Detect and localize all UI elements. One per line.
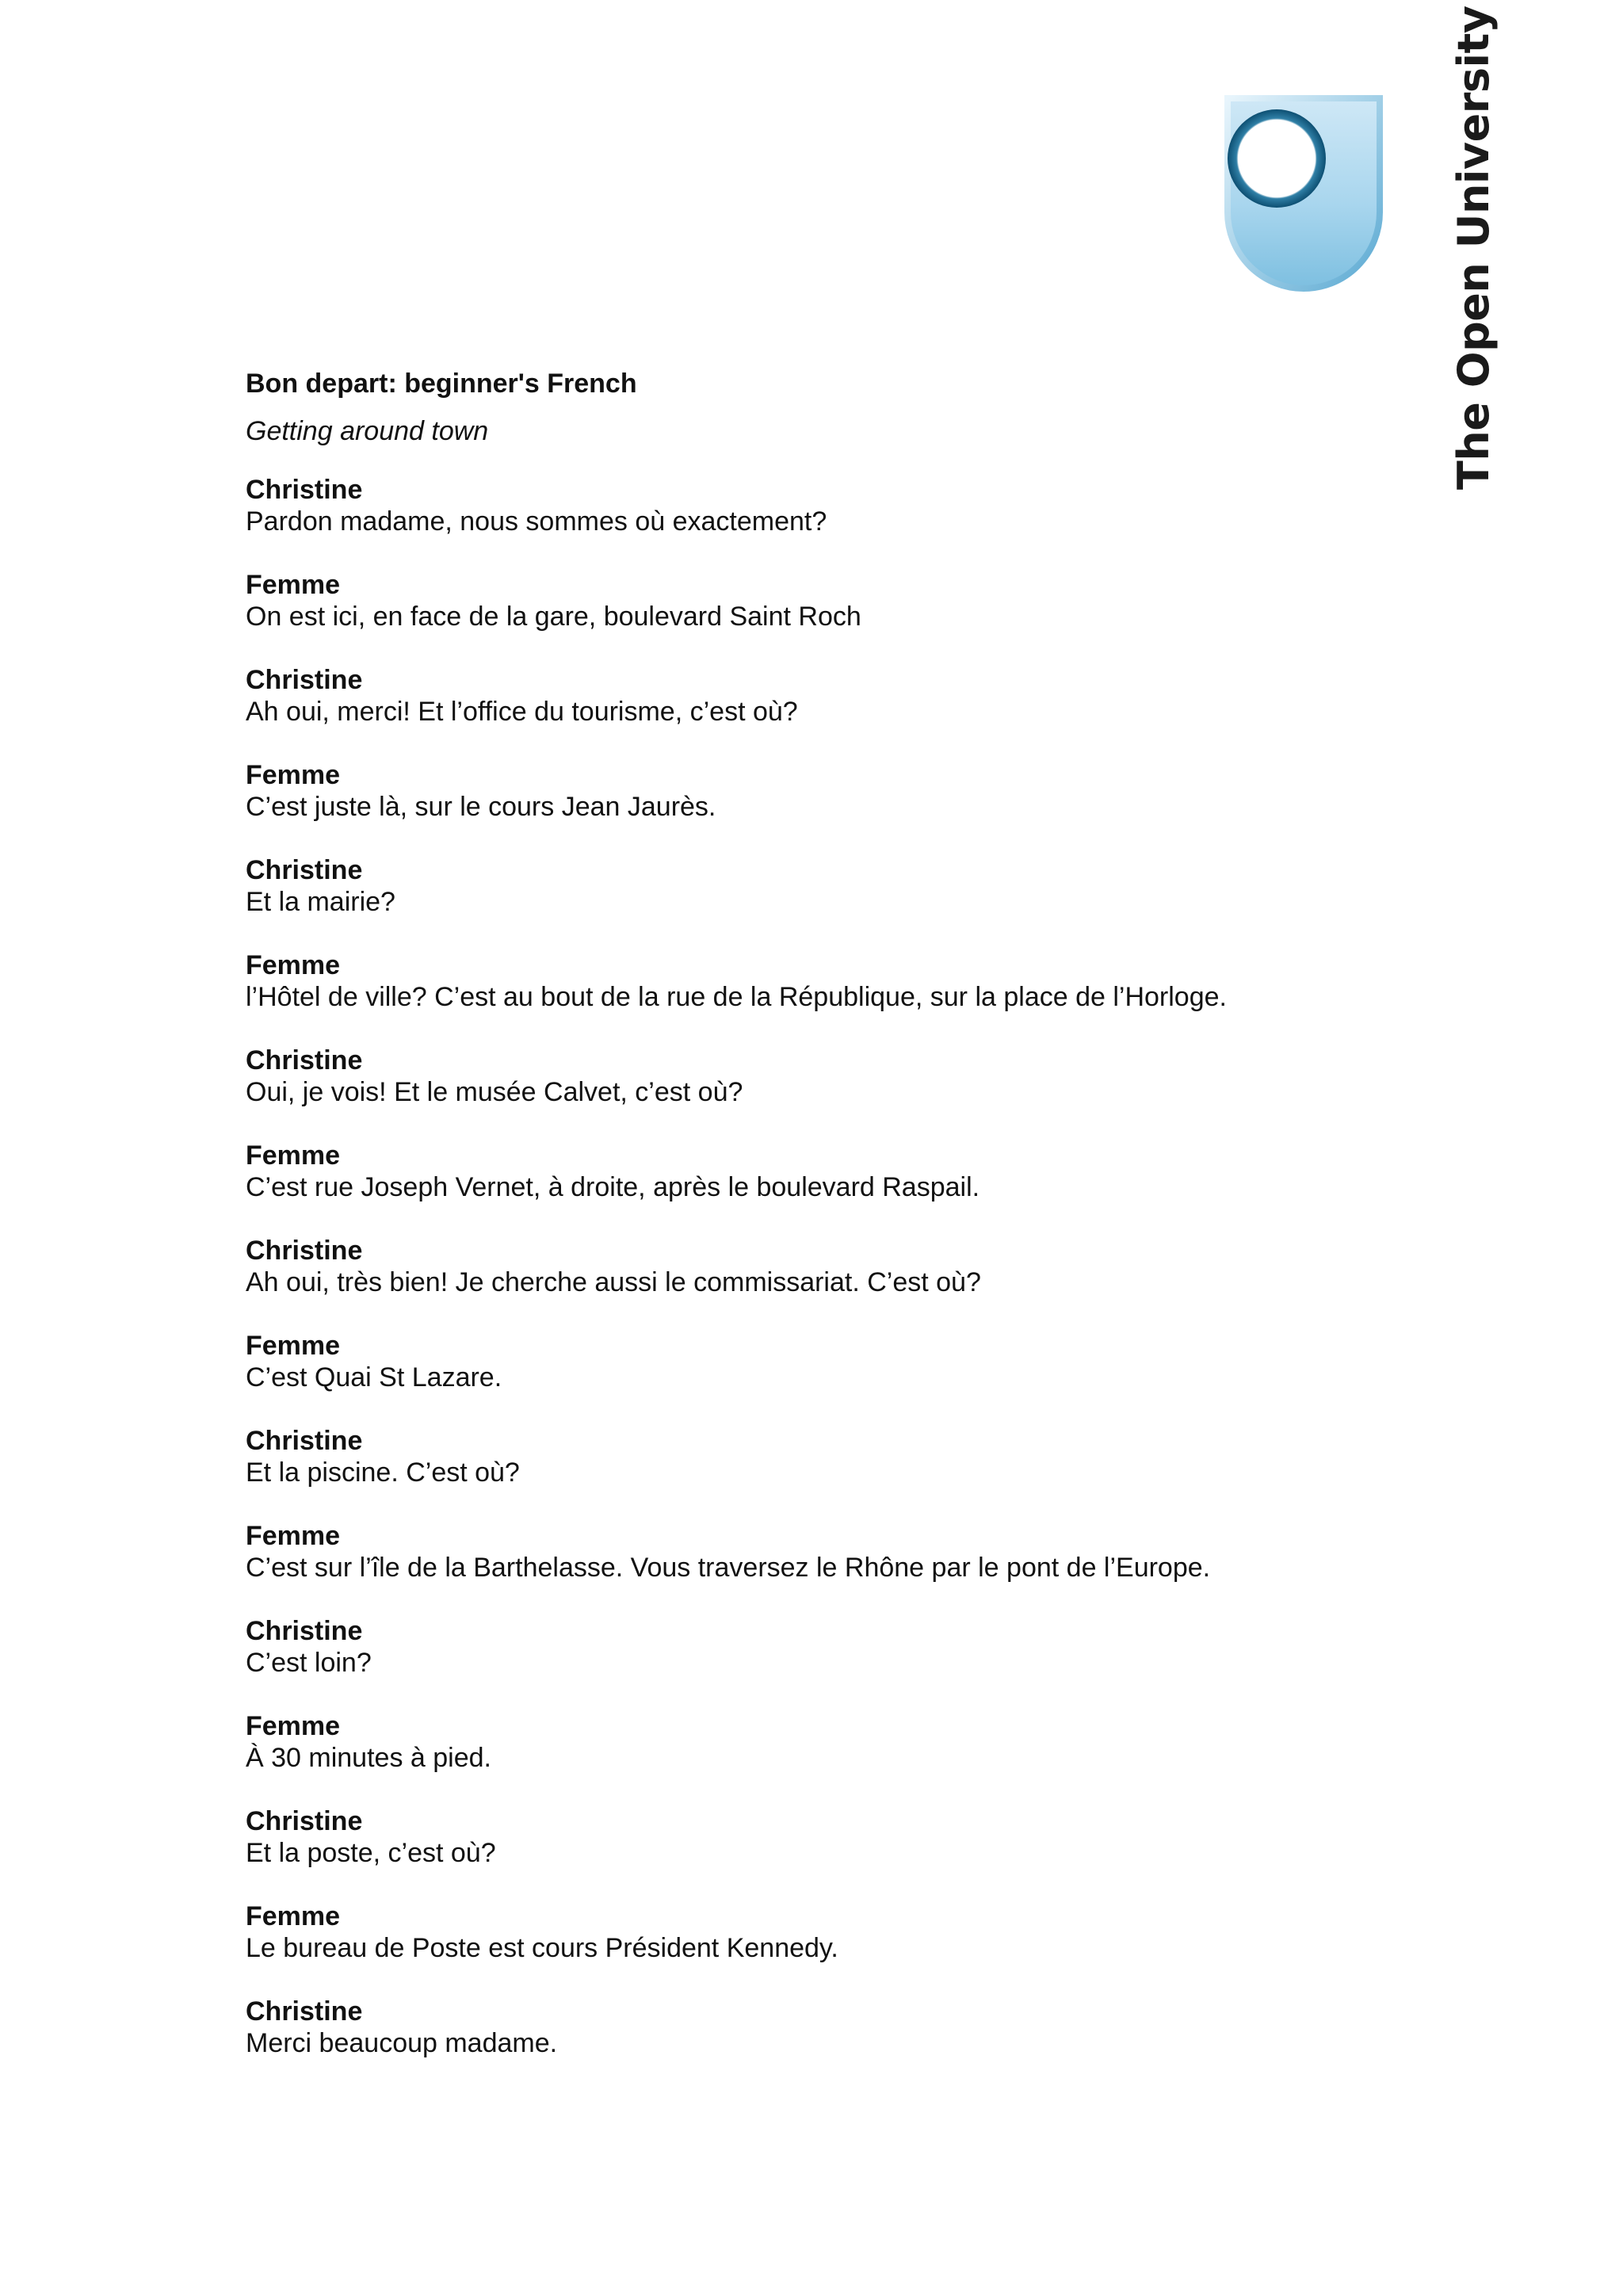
speaker-name: Femme — [246, 1901, 341, 1931]
speaker-name: Christine — [246, 1236, 363, 1266]
dialogue-turn — [246, 474, 1419, 537]
university-wordmark — [1449, 6, 1499, 490]
document-title: Bon depart: beginner's French — [246, 369, 637, 399]
dialogue-turn — [246, 854, 1419, 918]
dialogue-line: Le bureau de Poste est cours Président Kennedy. — [246, 1933, 838, 1963]
dialogue-line: Oui, je vois! Et le musée Calvet, c’est où? — [246, 1077, 743, 1107]
dialogue-turn — [246, 1710, 1419, 1774]
open-university-shield-icon — [1216, 94, 1391, 300]
speaker-name: Christine — [246, 1616, 363, 1646]
speaker-name: Femme — [246, 1521, 341, 1551]
dialogue-turn — [246, 1425, 1419, 1488]
dialogue-line: Et la poste, c’est où? — [246, 1838, 496, 1868]
speaker-name: Christine — [246, 855, 363, 885]
speaker-name: Christine — [246, 665, 363, 695]
dialogue-turn — [246, 1996, 1419, 2059]
dialogue-turn — [246, 1140, 1419, 1203]
transcript — [246, 365, 1419, 2091]
dialogue-line: On est ici, en face de la gare, boulevard Saint Roch — [246, 602, 861, 632]
speaker-name: Femme — [246, 570, 341, 600]
speaker-name: Christine — [246, 1426, 363, 1456]
dialogue-line: l’Hôtel de ville? C’est au bout de la rue de la République, sur la place de l’Horloge. — [246, 982, 1227, 1012]
dialogue-turn — [246, 759, 1419, 823]
dialogue-line: Et la mairie? — [246, 887, 395, 917]
dialogue-turn — [246, 1045, 1419, 1108]
dialogue-line: C’est juste là, sur le cours Jean Jaurès. — [246, 792, 716, 822]
speaker-name: Femme — [246, 760, 341, 790]
dialogue — [246, 474, 1419, 2059]
speaker-name: Christine — [246, 475, 363, 505]
dialogue-line: À 30 minutes à pied. — [246, 1743, 491, 1773]
speaker-name: Christine — [246, 1806, 363, 1836]
speaker-name: Femme — [246, 1140, 341, 1171]
dialogue-line: C’est Quai St Lazare. — [246, 1362, 502, 1392]
speaker-name: Christine — [246, 1996, 363, 2027]
dialogue-turn — [246, 1901, 1419, 1964]
dialogue-turn — [246, 1615, 1419, 1679]
speaker-name: Femme — [246, 950, 341, 980]
dialogue-line: C’est rue Joseph Vernet, à droite, après le boulevard Raspail. — [246, 1172, 980, 1202]
dialogue-line: C’est sur l’île de la Barthelasse. Vous traversez le Rhône par le pont de l’Europe. — [246, 1553, 1211, 1583]
dialogue-line: Ah oui, merci! Et l’office du tourisme, c’est où? — [246, 697, 798, 727]
speaker-name: Christine — [246, 1045, 363, 1075]
wordmark-text: The Open University — [1449, 6, 1499, 490]
dialogue-turn — [246, 1235, 1419, 1298]
dialogue-line: C’est loin? — [246, 1648, 372, 1678]
speaker-name: Femme — [246, 1331, 341, 1361]
dialogue-turn — [246, 949, 1419, 1013]
open-university-logo — [1216, 94, 1391, 300]
dialogue-turn — [246, 569, 1419, 632]
dialogue-line: Pardon madame, nous sommes où exactement? — [246, 506, 827, 537]
dialogue-turn — [246, 664, 1419, 728]
dialogue-turn — [246, 1330, 1419, 1393]
dialogue-turn — [246, 1805, 1419, 1869]
dialogue-turn — [246, 1520, 1419, 1584]
dialogue-line: Merci beaucoup madame. — [246, 2028, 558, 2058]
dialogue-line: Ah oui, très bien! Je cherche aussi le commissariat. C’est où? — [246, 1267, 981, 1297]
document-subtitle: Getting around town — [246, 416, 489, 446]
dialogue-line: Et la piscine. C’est où? — [246, 1457, 520, 1488]
speaker-name: Femme — [246, 1711, 341, 1741]
